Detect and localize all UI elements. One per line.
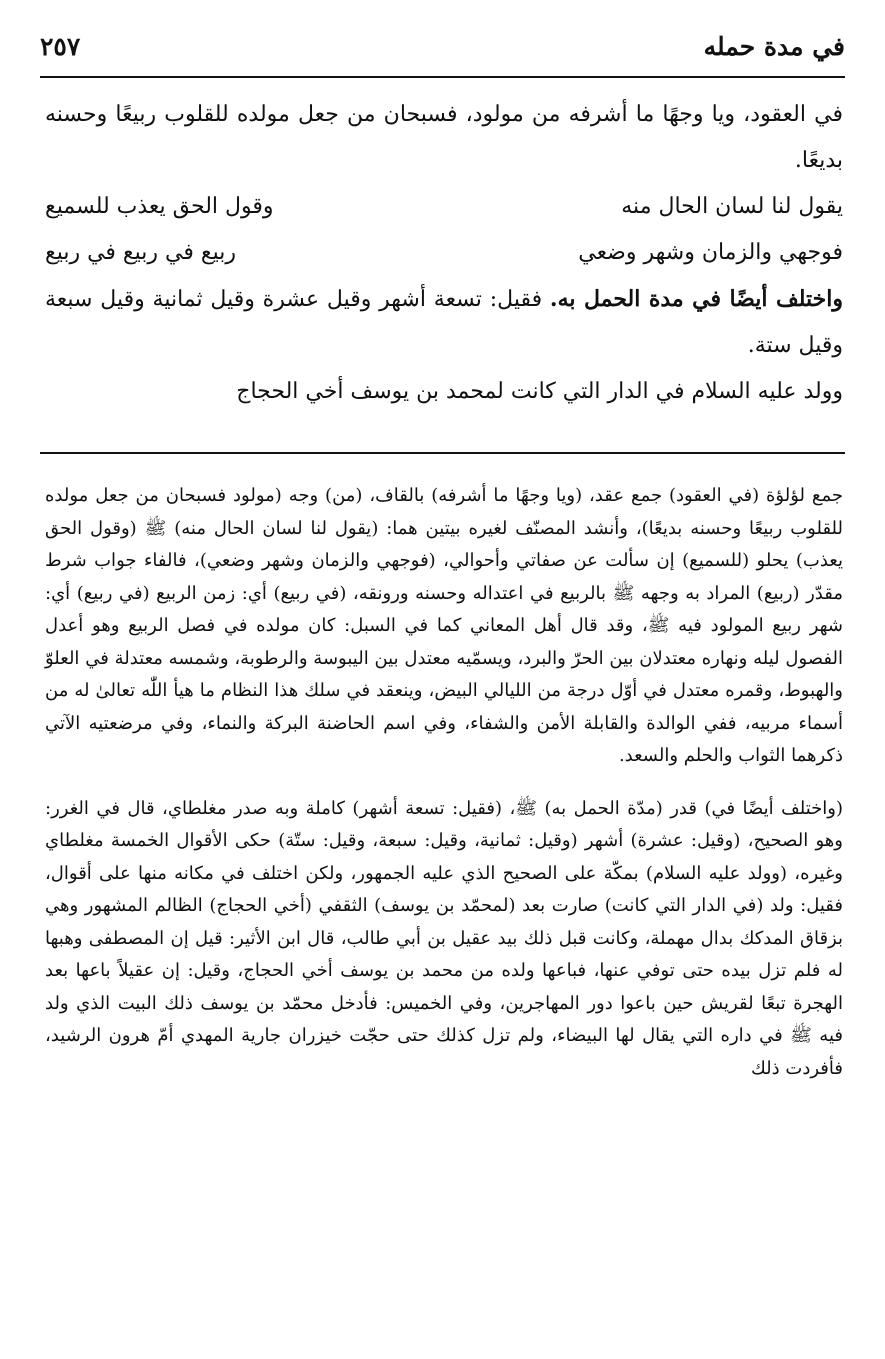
main-paragraph: في العقود، ويا وجهًا ما أشرفه من مولود، فسبحان من جعل مولده للقلوب ربيعًا وحسنه بديعًا. <box>45 102 843 173</box>
main-text <box>45 92 843 415</box>
commentary-paragraph: (واختلف أيضًا في) قدر (مدّة الحمل به) ﷺ، (فقيل: تسعة أشهر) كاملة وبه صدر مغلطاي، قال في الغرر: وهو الصحيح، (وقيل: عشرة) أشهر (وقيل: ثمانية، وقيل: سبعة، وقيل: ستّة) حكى الأقوال الخمسة مغلطاي وغيره، (وولد عليه السلام) بمكّة على الصحيح الذي عليه الجمهور، ولكن اختلف في مكانه منها على أقوال، فقيل: ولد (في الدار التي كانت) صارت بعد (لمحمّد بن يوسف) الثقفي (أخي الحجاج) الظالم المشهور وهي بزقاق المدكك بدال مهملة، وكانت قبل ذلك بيد عقيل بن أبي طالب، قال ابن الأثير: قيل إن المصطفى وهبها له فلم تزل بيده حتى توفي عنها، فباعها ولده من محمد بن يوسف أخي الحجاج، وقيل: إن عقيلاً باعها بعد الهجرة تبعًا لقريش حين باعوا دور المهاجرين، وفي الخميس: فأدخل محمّد بن يوسف ذلك البيت الذي ولد فيه ﷺ في داره التي يقال لها البيضاء، ولم تزل كذلك حتى حجّت خيزران جارية المهدي أمّ هرون الرشيد، فأفردت ذلك <box>45 797 843 1079</box>
main-paragraph <box>45 276 843 369</box>
page-number: ٢٥٧ <box>40 32 81 61</box>
commentary-paragraph: جمع لؤلؤة (في العقود) جمع عقد، (ويا وجهًا ما أشرفه) بالقاف، (من) وجه (مولود فسبحان من جعل مولده للقلوب ربيعًا وحسنه بديعًا)، وأنشد المصنّف لغيره بيتين هما: (يقول لنا لسان الحال منه) ﷺ (وقول الحق يعذب) يحلو (للسميع) إن سألت عن صفاتي وأحوالي، (فوجهي والزمان وشهر وضعي)، فالفاء جواب شرط مقدّر (ربيع) المراد به وجهه ﷺ بالربيع في اعتداله وحسنه ورونقه، (في ربيع) أي: زمن الربيع (في ربيع) أي: شهر ربيع المولود فيه ﷺ، وقد قال أهل المعاني كما في السبل: كان مولده في فصل الربيع وهو أعدل الفصول ليله ونهاره معتدلان بين الحرّ والبرد، ويسمّيه معتدل بين اليبوسة والرطوبة، وشمسه معتدلة في العلوّ والهبوط، وقمره معتدل في أوّل درجة من الليالي البيض، وينعقد في سلك هذا النظام ما هيأ اللّٰه تعالىٰ له من أسماء مربيه، ففي الوالدة والقابلة الأمن والشفاء، وفي اسم الحاضنة البركة والنماء، وفي مرضعتيه الآتي ذكرهما الثواب والحلم والسعد. <box>45 485 843 766</box>
header-rule <box>40 76 845 78</box>
verse-hemistich-second: ربيع في ربيع في ربيع <box>45 240 236 265</box>
main-paragraph-text: فقيل: تسعة أشهر وقيل عشرة وقيل ثمانية وقيل سبعة وقيل ستة. <box>45 287 843 358</box>
page-header <box>40 28 845 74</box>
verse-hemistich-second: وقول الحق يعذب للسميع <box>45 194 274 219</box>
verse-hemistich-first: فوجهي والزمان وشهر وضعي <box>578 240 843 265</box>
main-heading-phrase: واختلف أيضًا في مدة الحمل به. <box>549 286 843 312</box>
verse-hemistich-first: يقول لنا لسان الحال منه <box>621 194 843 219</box>
running-title: في مدة حمله <box>703 32 845 61</box>
main-paragraph: وولد عليه السلام في الدار التي كانت لمحمد بن يوسف أخي الحجاج <box>236 379 843 404</box>
separator-rule <box>40 452 845 454</box>
verse-line <box>45 230 843 276</box>
commentary-text <box>45 480 843 1085</box>
verse-line <box>45 184 843 230</box>
